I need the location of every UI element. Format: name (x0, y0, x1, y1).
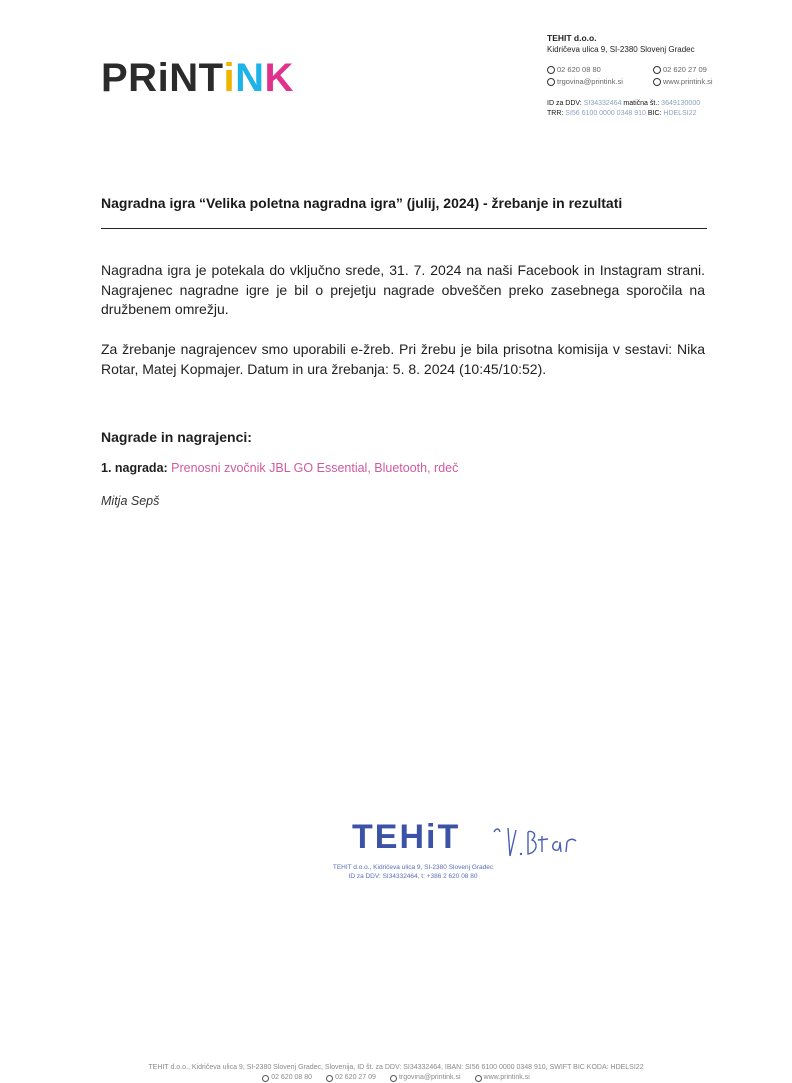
title-divider (101, 228, 707, 229)
stamp-text (318, 864, 508, 881)
paragraph-contest-info: Nagradna igra je potekala do vključno srede, 31. 7. 2024 na naši Facebook in Instagram strani. Nagrajenec nagradne igre je bil o prejetju nagrade obveščen preko zasebnega sporočila na družbenem omrežju. (101, 262, 705, 317)
footer-phone-icon (262, 1075, 269, 1082)
contact-row-1 (547, 64, 749, 76)
registration-row-1 (547, 99, 749, 109)
prizes-heading: Nagrade in nagrajenci: (101, 429, 252, 445)
fax-icon (653, 66, 661, 74)
bic-value: HDELSI22 (663, 110, 697, 117)
email-icon (547, 78, 555, 86)
printink-logo (101, 58, 294, 98)
phone-2: 02 620 27 09 (663, 65, 707, 74)
logo-part-i-yellow: i (223, 56, 236, 100)
company-web[interactable]: www.printink.si (663, 77, 713, 86)
footer-web[interactable]: www.printink.si (483, 1074, 530, 1081)
footer-phone-2: 02 620 27 09 (335, 1074, 376, 1081)
logo-part-i: i (157, 56, 170, 100)
footer-legal-line: TEHIT d.o.o., Kidričeva ulica 9, SI-2380 Slovenj Gradec, Slovenija, ID št. za DDV: SI34332464, IBAN: SI56 6100 0000 0348 910, SWIFT BIC KODA: HDELSI22 (148, 1064, 644, 1071)
phone-icon (547, 66, 555, 74)
company-email[interactable]: trgovina@printink.si (557, 77, 623, 86)
stamp-line-1: TEHIT d.o.o., Kidričeva ulica 9, SI-2380 Slovenj Gradec (332, 864, 494, 871)
logo-part-k-magenta: K (264, 56, 294, 100)
handwritten-signature (488, 822, 584, 866)
bic-label: BIC: (647, 110, 662, 117)
company-address: Kidričeva ulica 9, SI-2380 Slovenj Gradec (547, 45, 695, 54)
trr-label: TRR: (547, 110, 564, 117)
phone-1: 02 620 08 80 (557, 65, 601, 74)
reg-value: 3649130000 (661, 100, 701, 107)
prize-1-value: Prenosni zvočnik JBL GO Essential, Bluetooth, rdeč (171, 461, 459, 475)
stamp-line-2: ID za DDV: SI34332464, t: +386 2 620 08 80 (348, 872, 478, 880)
logo-part-nt: NT (169, 56, 224, 100)
registration-row-2 (547, 109, 749, 119)
document-title: Nagradna igra “Velika poletna nagradna igra” (julij, 2024) - žrebanje in rezultati (101, 195, 623, 211)
vat-label: ID za DDV: (547, 100, 582, 107)
footer-phone-1: 02 620 08 80 (271, 1074, 313, 1081)
footer-globe-icon (475, 1075, 482, 1082)
reg-label: matična št.: (623, 100, 660, 107)
prize-1 (101, 461, 458, 475)
company-header (547, 33, 749, 119)
paragraph-draw-info: Za žrebanje nagrajencev smo uporabili e-žreb. Pri žrebu je bila prisotna komisija v sestavi: Nika Rotar, Matej Kopmajer. Datum in ura žrebanja: 5. 8. 2024 (10:45/10:52). (101, 341, 705, 377)
contact-row-2 (547, 76, 749, 88)
vat-value: SI34332464 (583, 100, 622, 107)
footer-email[interactable]: trgovina@printink.si (398, 1074, 461, 1081)
stamp-logo: TEHiT (352, 818, 461, 856)
footer-contacts (0, 1073, 792, 1083)
footer-email-icon (390, 1075, 397, 1082)
logo-part-n-cyan: N (235, 56, 265, 100)
footer-fax-icon (326, 1075, 333, 1082)
trr-value: SI56 6100 0000 0348 910 (565, 110, 646, 117)
page-footer (0, 1063, 792, 1083)
winner-name: Mitja Sepš (101, 494, 160, 508)
globe-icon (653, 78, 661, 86)
logo-part-pr: PR (101, 56, 158, 100)
company-name: TEHIT d.o.o. (547, 33, 597, 43)
prize-1-label: 1. nagrada: (101, 461, 168, 475)
